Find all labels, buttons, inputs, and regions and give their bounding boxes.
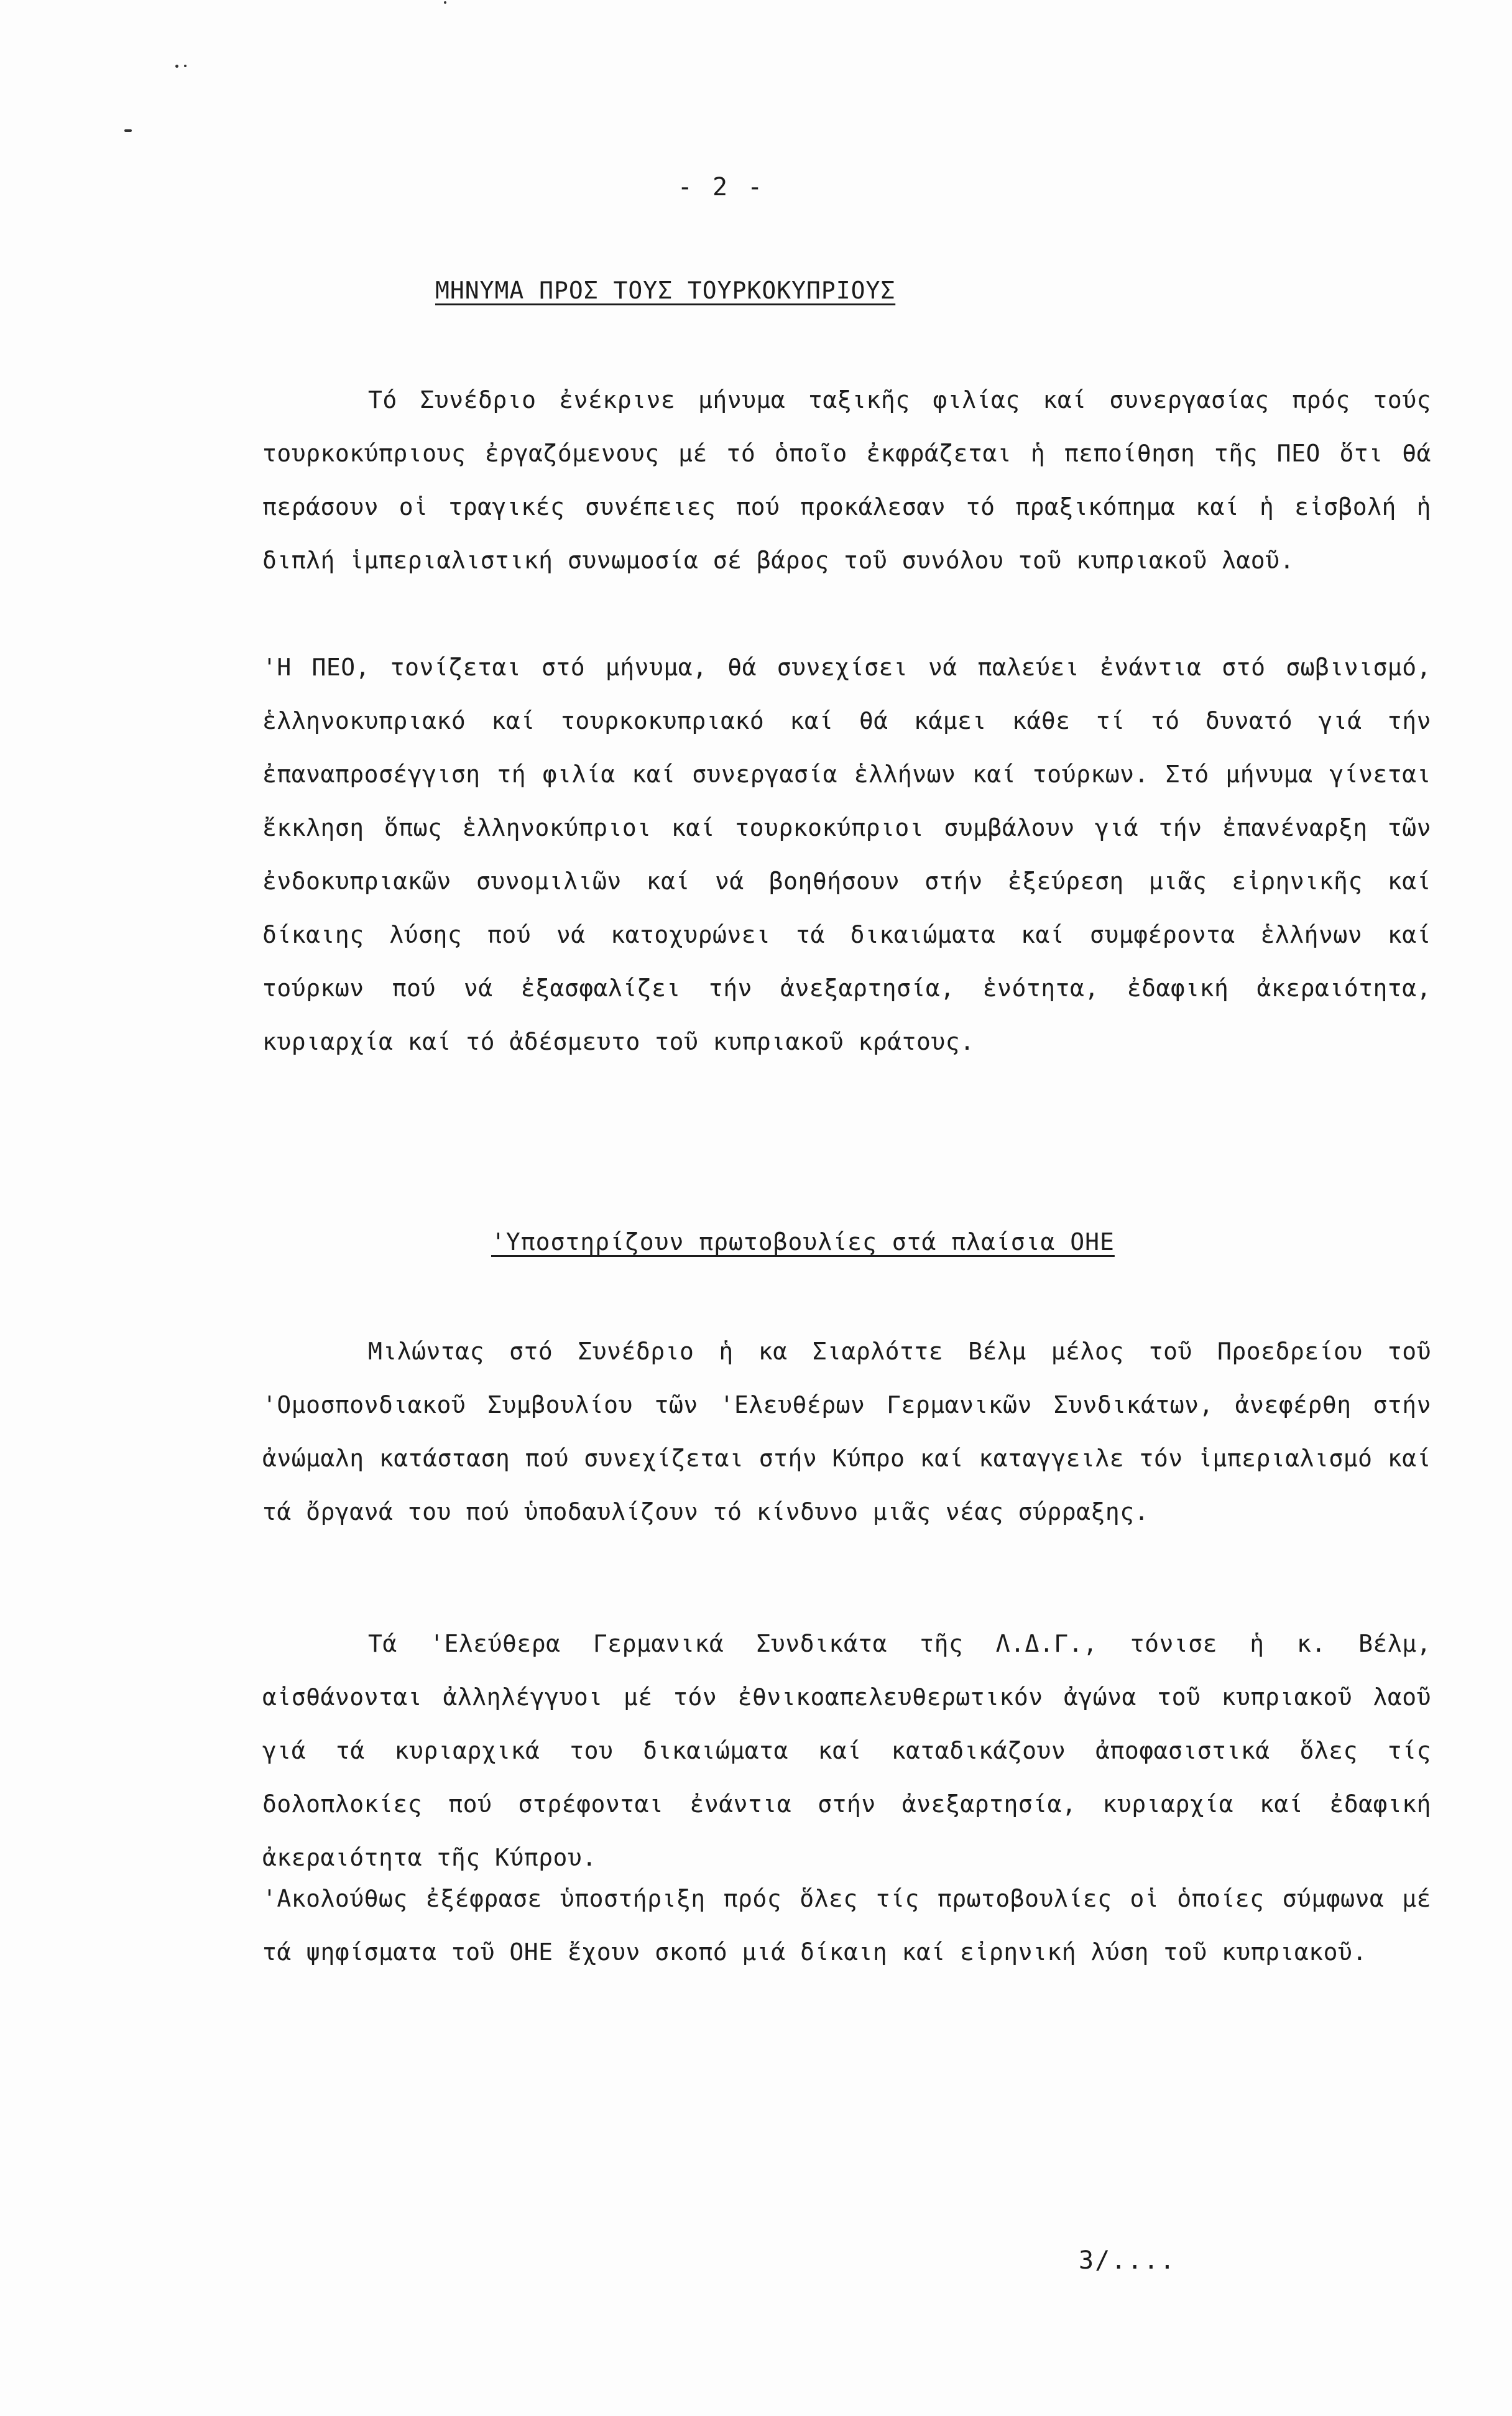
paragraph: Τό Συνέδριο ἐνέκρινε μήνυμα ταξικῆς φιλίας καί συνεργασίας πρός τούς τουρκοκύπριους ἐργαζόμενους μέ τό ὁποῖο ἐκφράζεται ἡ πεποίθηση τῆς ΠΕΟ ὅτι θά περάσουν οἱ τραγικές συνέπειες πού προκάλεσαν τό πραξικόπημα καί ἡ εἰσβολή ἡ διπλή ἱμπεριαλιστική συνωμοσία σέ βάρος τοῦ συνόλου τοῦ κυπριακοῦ λαοῦ. — [262, 386, 1446, 574]
paragraph: Μιλώντας στό Συνέδριο ἡ κα Σιαρλόττε Βέλμ μέλος τοῦ Προεδρείου τοῦ 'Ομοσπονδιακοῦ Συμβουλίου τῶν 'Ελευθέρων Γερμανικῶν Συνδικάτων, ἀνεφέρθη στήν ἀνώμαλη κατάσταση πού συνεχίζεται στήν Κύπρο καί καταγγειλε τόν ἱμπεριαλισμό καί τά ὄργανά του πού ὑποδαυλίζουν τό κίνδυνο μιᾶς νέας σύρραξης. — [262, 1338, 1446, 1525]
scan-speck — [175, 65, 178, 68]
paragraph: 'Η ΠΕΟ, τονίζεται στό μήνυμα, θά συνεχίσει νά παλεύει ἐνάντια στό σωβινισμό, ἑλληνοκυπριακό καί τουρκοκυπριακό καί θά κάμει κάθε τί τό δυνατό γιά τήν ἐπαναπροσέγγιση τή φιλία καί συνεργασία ἑλλήνων καί τούρκων. Στό μήνυμα γίνεται ἔκκληση ὅπως ἑλληνοκύπριοι καί τουρκοκύπριοι συμβάλουν γιά τήν ἐπανέναρξη τῶν ἐνδοκυπριακῶν συνομιλιῶν καί νά βοηθήσουν στήν ἐξεύρεση μιᾶς εἰρηνικῆς καί δίκαιης λύσης πού νά κατοχυρώνει τά δικαιώματα καί συμφέροντα ἑλλήνων καί τούρκων πού νά ἐξασφαλίζει τήν ἀνεξαρτησία, ἑνότητα, ἐδαφική ἀκεραιότητα, κυριαρχία καί τό ἀδέσμευτο τοῦ κυπριακοῦ κράτους. — [262, 654, 1446, 1055]
scan-speck — [184, 65, 187, 67]
section-heading-message: ΜΗΝΥΜΑ ΠΡΟΣ ΤΟΥΣ ΤΟΥΡΚΟΚΥΠΡΙΟΥΣ — [435, 277, 896, 304]
section-heading-un-initiatives: 'Υποστηρίζουν πρωτοβουλίες στά πλαίσια ΟΗΕ — [491, 1228, 1115, 1256]
continuation-marker: 3/.... — [1079, 2246, 1176, 2275]
scan-speck — [444, 1, 446, 4]
paragraph: Τά 'Ελεύθερα Γερμανικά Συνδικάτα τῆς Λ.Δ.Γ., τόνισε ἡ κ. Βέλμ, αἰσθάνονται ἀλληλέγγυοι μέ τόν ἐθνικοαπελευθερωτικόν ἀγώνα τοῦ κυπριακοῦ λαοῦ γιά τά κυριαρχικά του δικαιώματα καί καταδικάζουν ἀποφασιστικά ὅλες τίς δολοπλοκίες πού στρέφονται ἐνάντια στήν ἀνεξαρτησία, κυριαρχία καί ἐδαφική ἀκεραιότητα τῆς Κύπρου. — [262, 1630, 1446, 1871]
scan-speck — [124, 129, 132, 132]
page-number: - 2 - — [677, 173, 765, 201]
paragraph: 'Ακολούθως ἐξέφρασε ὑποστήριξη πρός ὅλες τίς πρωτοβουλίες οἱ ὁποίες σύμφωνα μέ τά ψηφίσματα τοῦ ΟΗΕ ἔχουν σκοπό μιά δίκαιη καί εἰρηνική λύση τοῦ κυπριακοῦ. — [262, 1885, 1446, 1966]
